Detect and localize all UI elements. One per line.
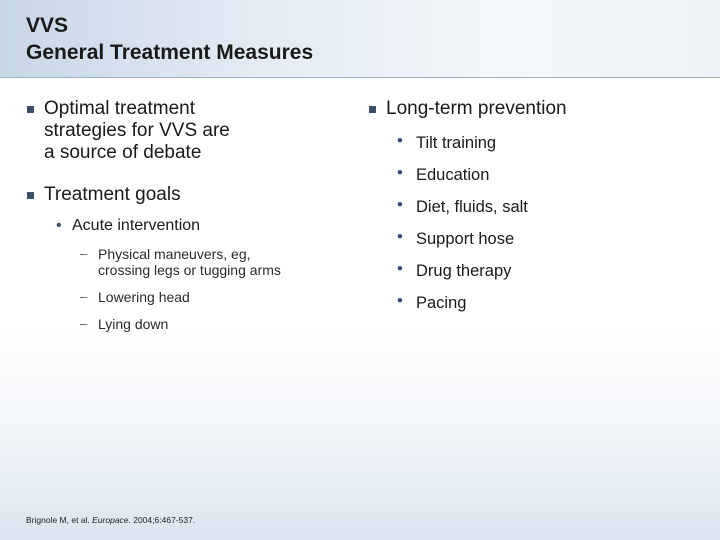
sub-sub-item	[26, 316, 346, 332]
round-bullet-icon: •	[397, 227, 403, 246]
bullet-line: a source of debate	[44, 142, 202, 163]
header-divider	[0, 77, 720, 78]
sub-bullet-text: Acute intervention	[72, 217, 201, 234]
prevention-item-text: Tilt training	[416, 134, 497, 152]
prevention-item	[368, 164, 698, 196]
sub-sub-item-line: crossing legs or tugging arms	[98, 262, 281, 278]
prevention-item	[368, 292, 698, 324]
citation	[26, 515, 195, 525]
square-bullet-icon	[369, 106, 376, 113]
round-bullet-icon: •	[397, 291, 403, 310]
square-bullet-icon	[27, 192, 34, 199]
prevention-item	[368, 132, 698, 164]
round-bullet-icon: •	[397, 259, 403, 278]
prevention-item	[368, 260, 698, 292]
bullet-text: Treatment goals	[44, 184, 181, 205]
bullet-optimal-strategies	[26, 98, 346, 164]
prevention-item-text: Pacing	[416, 294, 467, 312]
dash-bullet-icon: –	[80, 316, 88, 331]
bullet-line: Optimal treatment	[44, 98, 195, 119]
left-column	[26, 98, 346, 332]
prevention-item-text: Support hose	[416, 230, 515, 248]
prevention-item-text: Education	[416, 166, 490, 184]
bullet-text: Long-term prevention	[386, 98, 567, 119]
round-bullet-icon: •	[56, 217, 62, 234]
sub-bullet-acute-intervention	[26, 216, 346, 236]
round-bullet-icon: •	[397, 195, 403, 214]
bullet-treatment-goals	[26, 184, 346, 206]
round-bullet-icon: •	[397, 131, 403, 150]
citation-authors: Brignole M, et al.	[26, 515, 93, 525]
sub-sub-item	[26, 246, 346, 278]
citation-journal: Europace	[92, 515, 129, 525]
bullet-line: strategies for VVS are	[44, 120, 230, 141]
sub-sub-item	[26, 289, 346, 305]
title-line-2: General Treatment Measures	[26, 41, 314, 64]
sub-sub-item-line: Lying down	[98, 316, 169, 332]
citation-details: . 2004;6:467-537.	[128, 515, 196, 525]
title-line-1: VVS	[26, 14, 69, 37]
sub-sub-item-line: Physical maneuvers, eg,	[98, 246, 251, 262]
round-bullet-icon: •	[397, 163, 403, 182]
square-bullet-icon	[27, 106, 34, 113]
prevention-item	[368, 228, 698, 260]
dash-bullet-icon: –	[80, 246, 88, 261]
slide-title	[26, 12, 313, 66]
prevention-item-text: Diet, fluids, salt	[416, 198, 528, 216]
prevention-item	[368, 196, 698, 228]
bullet-long-term-prevention	[368, 98, 698, 120]
dash-bullet-icon: –	[80, 289, 88, 304]
right-column	[368, 98, 698, 324]
sub-sub-item-line: Lowering head	[98, 289, 190, 305]
prevention-item-text: Drug therapy	[416, 262, 512, 280]
